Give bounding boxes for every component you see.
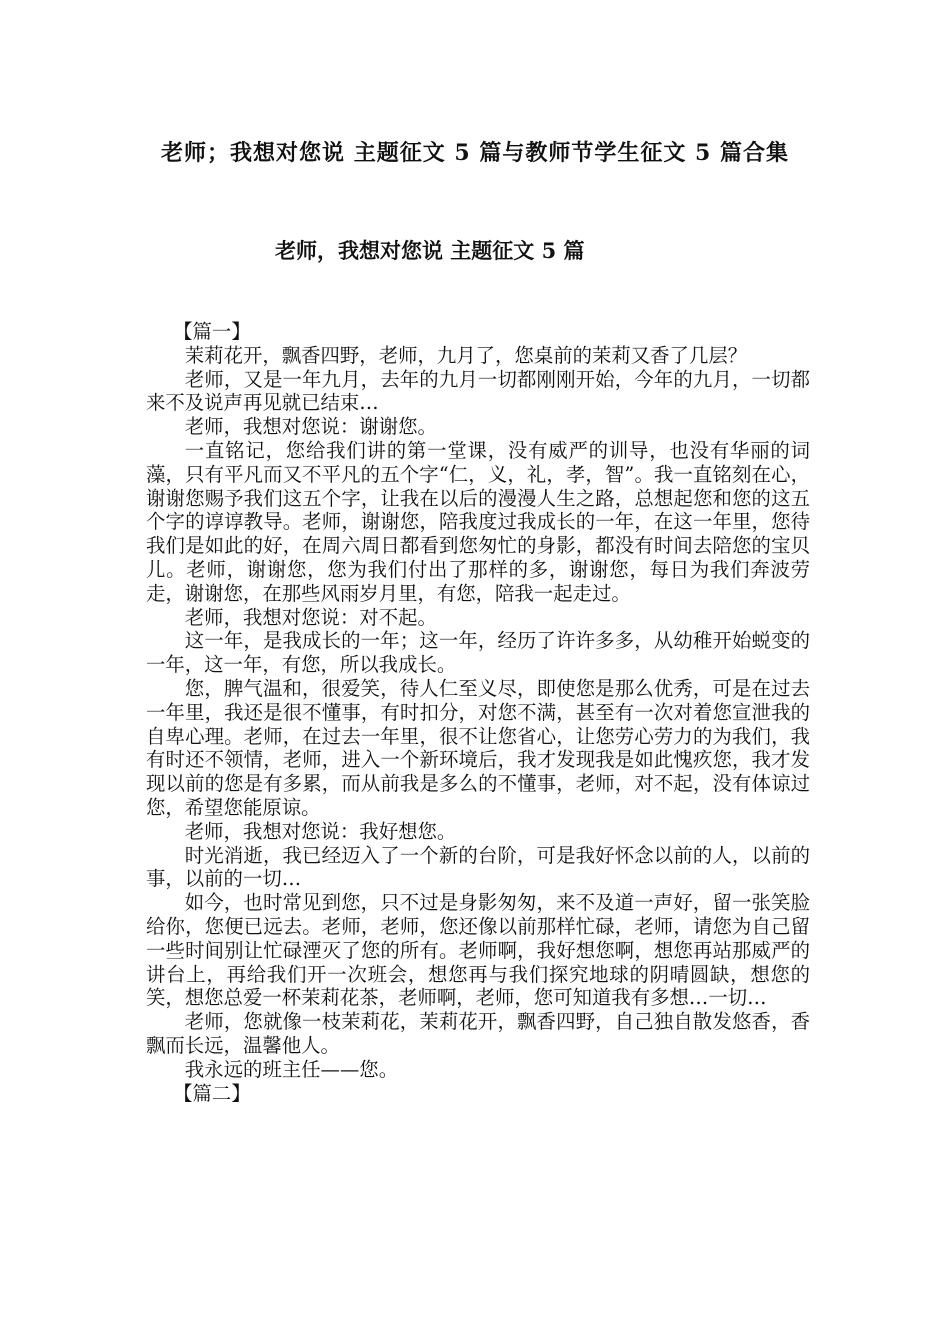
paragraph: 老师，又是一年九月，去年的九月一切都刚刚开始，今年的九月，一切都来不及说声再见就已结束… (146, 367, 810, 415)
paragraph: 老师，我想对您说：我好想您。 (184, 819, 457, 843)
document-title: 老师；我想对您说 主题征文 5 篇与教师节学生征文 5 篇合集 (161, 140, 789, 166)
paragraph: 老师，我想对您说：对不起。 (184, 605, 437, 629)
paragraph: 这一年，是我成长的一年；这一年，经历了许许多多，从幼稚开始蜕变的一年，这一年，有您，所以我成长。 (146, 629, 810, 677)
section-heading-2: 【篇二】 (173, 1081, 251, 1105)
paragraph: 老师，我想对您说：谢谢您。 (184, 415, 437, 439)
paragraph: 茉莉花开，飘香四野，老师，九月了，您桌前的茉莉又香了几层？ (184, 343, 748, 367)
paragraph: 老师，您就像一枝茉莉花，茉莉花开，飘香四野，自己独自散发悠香，香飘而长远，温馨他人。 (146, 1010, 810, 1057)
document-body (146, 320, 810, 1105)
paragraph: 我永远的班主任——您。 (184, 1057, 399, 1081)
paragraph: 一直铭记，您给我们讲的第一堂课，没有威严的训导，也没有华丽的词藻，只有平凡而又不平凡的五个字“仁，义，礼，孝，智”。我一直铭刻在心，谢谢您赐予我们这五个字，让我在以后的漫漫人生之路，总想起您和您的这五个字的谆谆教导。老师，谢谢您，陪我度过我成长的一年，在这一年里，您待我们是如此的好，在周六周日都看到您匆忙的身影，都没有时间去陪您的宝贝儿。老师，谢谢您，您为我们付出了那样的多，谢谢您，每日为我们奔波劳走，谢谢您，在那些风雨岁月里，有您，陪我一起走过。 (146, 438, 810, 605)
document-subtitle: 老师，我想对您说 主题征文 5 篇 (275, 238, 585, 263)
paragraph: 时光消逝，我已经迈入了一个新的台阶，可是我好怀念以前的人，以前的事，以前的一切… (146, 843, 810, 891)
paragraph: 您，脾气温和，很爱笑，待人仁至义尽，即使您是那么优秀，可是在过去一年里，我还是很不懂事，有时扣分，对您不满，甚至有一次对着您宣泄我的自卑心理。老师，在过去一年里，很不让您省心，让您劳心劳力的为我们，我有时还不领情，老师，进入一个新环境后，我才发现我是如此愧疚您，我才发现以前的您是有多累，而从前我是多么的不懂事，老师，对不起，没有体谅过您，希望您能原谅。 (146, 676, 810, 819)
paragraph: 如今，也时常见到您，只不过是身影匆匆，来不及道一声好，留一张笑脸给你，您便已远去。老师，老师，您还像以前那样忙碌，老师，请您为自己留一些时间别让忙碌湮灭了您的所有。老师啊，我好想您啊，想您再站那威严的讲台上，再给我们开一次班会，想您再与我们探究地球的阴晴圆缺，想您的笑，想您总爱一杯茉莉花茶，老师啊，老师，您可知道我有多想…一切… (146, 891, 810, 1010)
section-heading-1: 【篇一】 (173, 320, 251, 343)
